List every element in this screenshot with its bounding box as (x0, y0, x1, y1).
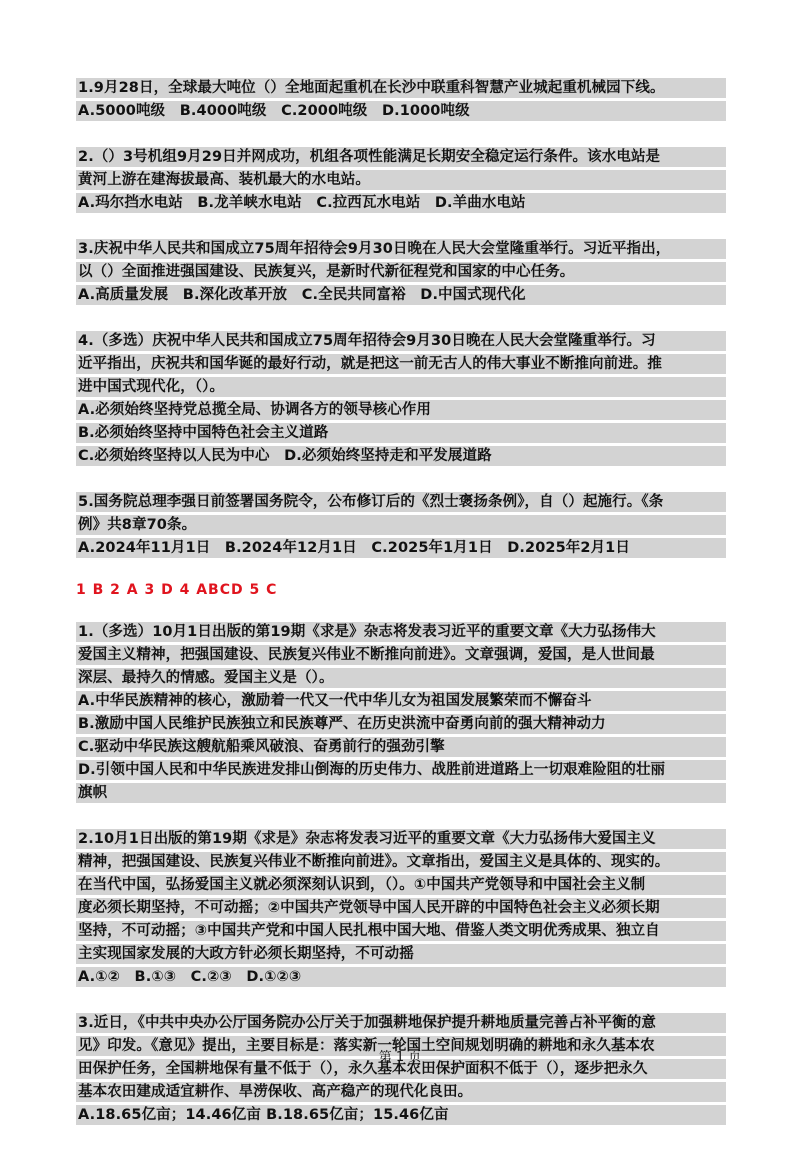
question-block (76, 239, 726, 305)
question-line: 见》印发。《意见》提出，主要目标是：落实新一轮国土空间规划明确的耕地和永久基本农 (76, 1036, 726, 1056)
question-line: 1.9月28日，全球最大吨位（）全地面起重机在长沙中联重科智慧产业城起重机械园下线。 (76, 78, 726, 98)
question-line: A.中华民族精神的核心，激励着一代又一代中华儿女为祖国发展繁荣而不懈奋斗 (76, 691, 726, 711)
question-line: A.5000吨级 B.4000吨级 C.2000吨级 D.1000吨级 (76, 101, 726, 121)
question-line: 精神，把强国建设、民族复兴伟业不断推向前进》。文章指出，爱国主义是具体的、现实的。 (76, 852, 726, 872)
question-line: 黄河上游在建海拔最高、装机最大的水电站。 (76, 170, 726, 190)
question-line: A.必须始终坚持党总揽全局、协调各方的领导核心作用 (76, 400, 726, 420)
answer-key: 1 B 2 A 3 D 4 ABCD 5 C (76, 582, 278, 598)
question-line: C.必须始终坚持以人民为中心 D.必须始终坚持走和平发展道路 (76, 446, 726, 466)
page-number: 第 1 页 (378, 1050, 422, 1065)
question-line: C.驱动中华民族这艘航船乘风破浪、奋勇前行的强劲引擎 (76, 737, 726, 757)
question-line: 以（）全面推进强国建设、民族复兴，是新时代新征程党和国家的中心任务。 (76, 262, 726, 282)
question-line: B.激励中国人民维护民族独立和民族尊严、在历史洪流中奋勇向前的强大精神动力 (76, 714, 726, 734)
question-line: D.引领中国人民和中华民族进发排山倒海的历史伟力、战胜前进道路上一切艰难险阻的壮丽 (76, 760, 726, 780)
question-line: 在当代中国，弘扬爱国主义就必须深刻认识到，（）。①中国共产党领导和中国社会主义制 (76, 875, 726, 895)
question-line: B.必须始终坚持中国特色社会主义道路 (76, 423, 726, 443)
question-block (76, 492, 726, 558)
question-block (76, 78, 726, 121)
question-line: 进中国式现代化，（）。 (76, 377, 726, 397)
question-line: A.玛尔挡水电站 B.龙羊峡水电站 C.拉西瓦水电站 D.羊曲水电站 (76, 193, 726, 213)
question-line: A.①② B.①③ C.②③ D.①②③ (76, 967, 726, 987)
question-line: 深层、最持久的情感。爱国主义是（）。 (76, 668, 726, 688)
question-line: 3.近日，《中共中央办公厅国务院办公厅关于加强耕地保护提升耕地质量完善占补平衡的意 (76, 1013, 726, 1033)
question-line: 主实现国家发展的大政方针必须长期坚持，不可动摇 (76, 944, 726, 964)
question-line: 2.10月1日出版的第19期《求是》杂志将发表习近平的重要文章《大力弘扬伟大爱国主义 (76, 829, 726, 849)
question-line: 田保护任务，全国耕地保有量不低于（），永久基本农田保护面积不低于（），逐步把永久 (76, 1059, 726, 1079)
question-line: 5.国务院总理李强日前签署国务院令，公布修订后的《烈士褒扬条例》，自（）起施行。《条 (76, 492, 726, 512)
question-line: 例》共8章70条。 (76, 515, 726, 535)
question-line: 3.庆祝中华人民共和国成立75周年招待会9月30日晚在人民大会堂隆重举行。习近平指出， (76, 239, 726, 259)
document-page (76, 78, 726, 1151)
question-block (76, 1013, 726, 1125)
question-line: 坚持，不可动摇；③中国共产党和中国人民扎根中国大地、借鉴人类文明优秀成果、独立自 (76, 921, 726, 941)
question-line: 1.（多选）10月1日出版的第19期《求是》杂志将发表习近平的重要文章《大力弘扬伟大 (76, 622, 726, 642)
question-line: 4.（多选）庆祝中华人民共和国成立75周年招待会9月30日晚在人民大会堂隆重举行。习 (76, 331, 726, 351)
question-block (76, 331, 726, 466)
question-line: 基本农田建成适宜耕作、旱涝保收、高产稳产的现代化良田。 (76, 1082, 726, 1102)
question-block (76, 622, 726, 803)
question-block (76, 147, 726, 213)
question-line: A.2024年11月1日 B.2024年12月1日 C.2025年1月1日 D.2025年2月1日 (76, 538, 726, 558)
question-line: 度必须长期坚持，不可动摇；②中国共产党领导中国人民开辟的中国特色社会主义必须长期 (76, 898, 726, 918)
question-line: A.高质量发展 B.深化改革开放 C.全民共同富裕 D.中国式现代化 (76, 285, 726, 305)
question-line: A.18.65亿亩；14.46亿亩 B.18.65亿亩；15.46亿亩 (76, 1105, 726, 1125)
question-line: 爱国主义精神，把强国建设、民族复兴伟业不断推向前进》。文章强调，爱国，是人世间最 (76, 645, 726, 665)
question-line: 旗帜 (76, 783, 726, 803)
question-block (76, 829, 726, 987)
question-line: 近平指出，庆祝共和国华诞的最好行动，就是把这一前无古人的伟大事业不断推向前进。推 (76, 354, 726, 374)
question-line: 2.（）3号机组9月29日并网成功，机组各项性能满足长期安全稳定运行条件。该水电站是 (76, 147, 726, 167)
